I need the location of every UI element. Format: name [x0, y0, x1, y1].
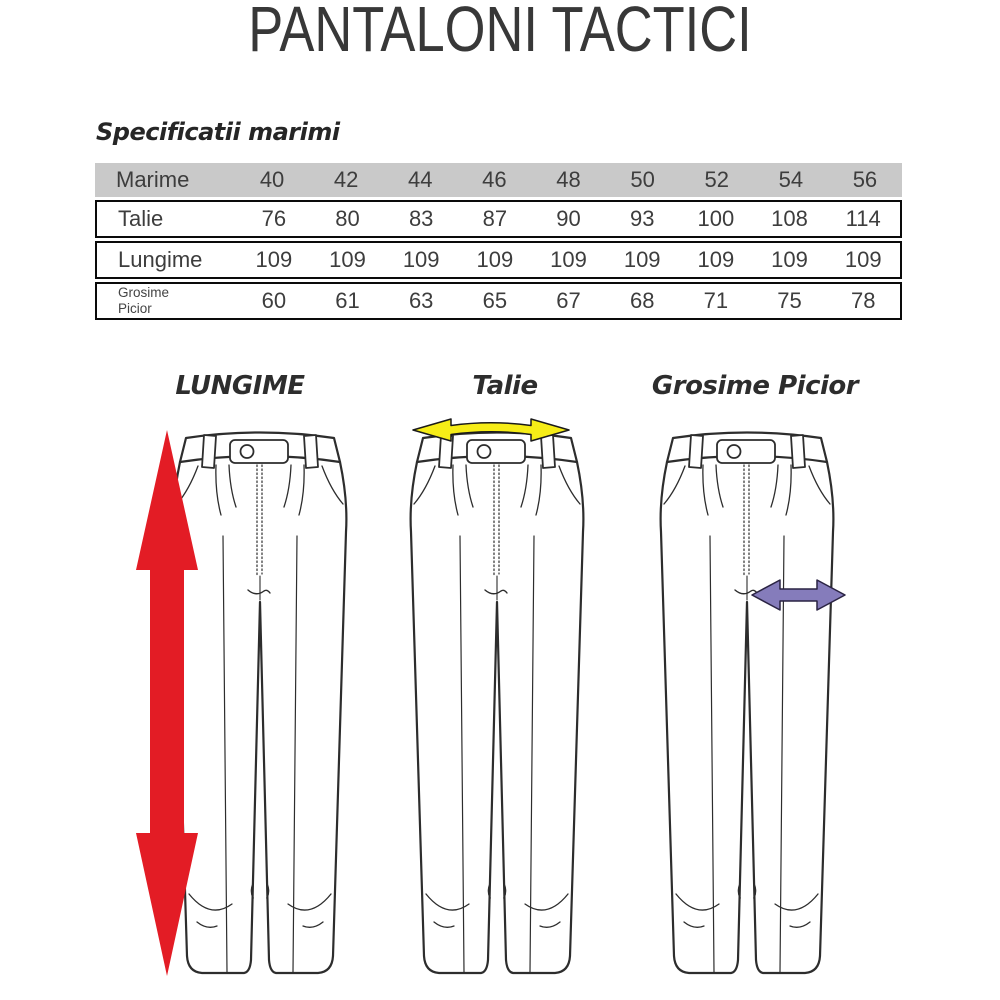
value-cell: 71 [703, 288, 729, 313]
header-size-cell: 42 [333, 167, 359, 192]
value-cell: 78 [850, 288, 876, 313]
pants-technical-drawing [174, 433, 347, 974]
value-cell: 109 [623, 247, 661, 272]
header-size-cell: 56 [852, 167, 878, 192]
row-label: Grosime Picior [118, 285, 170, 316]
value-cell: 109 [329, 247, 366, 272]
value-cell: 109 [402, 247, 440, 272]
value-cell: 93 [629, 206, 655, 231]
table-row-lungime [95, 241, 902, 279]
row-label: Lungime [118, 247, 203, 272]
value-cell: 109 [844, 247, 882, 272]
value-cell: 108 [771, 206, 808, 231]
header-size-cell: 46 [482, 167, 507, 192]
pants-technical-drawing [661, 433, 834, 974]
value-cell: 109 [255, 247, 293, 272]
table-row-talie [95, 200, 902, 238]
value-cell: 83 [408, 206, 434, 231]
pants-technical-drawing [411, 433, 584, 974]
value-cell: 109 [550, 247, 587, 272]
diagram-label-talie: Talie [472, 371, 538, 401]
diagram-grosime-picior [640, 408, 870, 983]
value-cell: 109 [771, 247, 808, 272]
value-cell: 109 [697, 247, 735, 272]
header-size-cell: 50 [630, 167, 655, 192]
diagram-label-grosime-picior: Grosime Picior [651, 371, 859, 401]
value-cell: 75 [777, 288, 802, 313]
value-cell: 63 [408, 288, 434, 313]
size-spec-subtitle: Specificatii marimi [96, 118, 340, 146]
value-cell: 67 [556, 288, 581, 313]
value-cell: 100 [697, 206, 735, 231]
value-cell: 114 [845, 206, 881, 231]
row-label: Talie [118, 206, 164, 231]
header-size-cell: 48 [556, 167, 581, 192]
value-cell: 109 [476, 247, 514, 272]
value-cell: 90 [556, 206, 581, 231]
header-label: Marime [116, 167, 190, 192]
value-cell: 68 [629, 288, 655, 313]
value-cell: 80 [335, 206, 360, 231]
value-cell: 87 [482, 206, 508, 231]
header-size-cell: 44 [408, 167, 433, 192]
value-cell: 61 [335, 288, 360, 313]
header-size-cell: 40 [259, 167, 285, 192]
table-row-grosime-picior [95, 282, 902, 320]
diagram-label-lungime: LUNGIME [175, 371, 305, 401]
value-cell: 65 [482, 288, 508, 313]
page-title: PANTALONI TACTICI [248, 0, 752, 65]
header-size-cell: 52 [704, 167, 729, 192]
size-table [95, 163, 902, 320]
header-size-cell: 54 [778, 167, 804, 192]
value-cell: 60 [261, 288, 287, 313]
diagram-talie [390, 408, 620, 983]
diagram-lungime [125, 408, 355, 983]
value-cell: 76 [261, 206, 287, 231]
size-table-header-row [95, 163, 902, 197]
